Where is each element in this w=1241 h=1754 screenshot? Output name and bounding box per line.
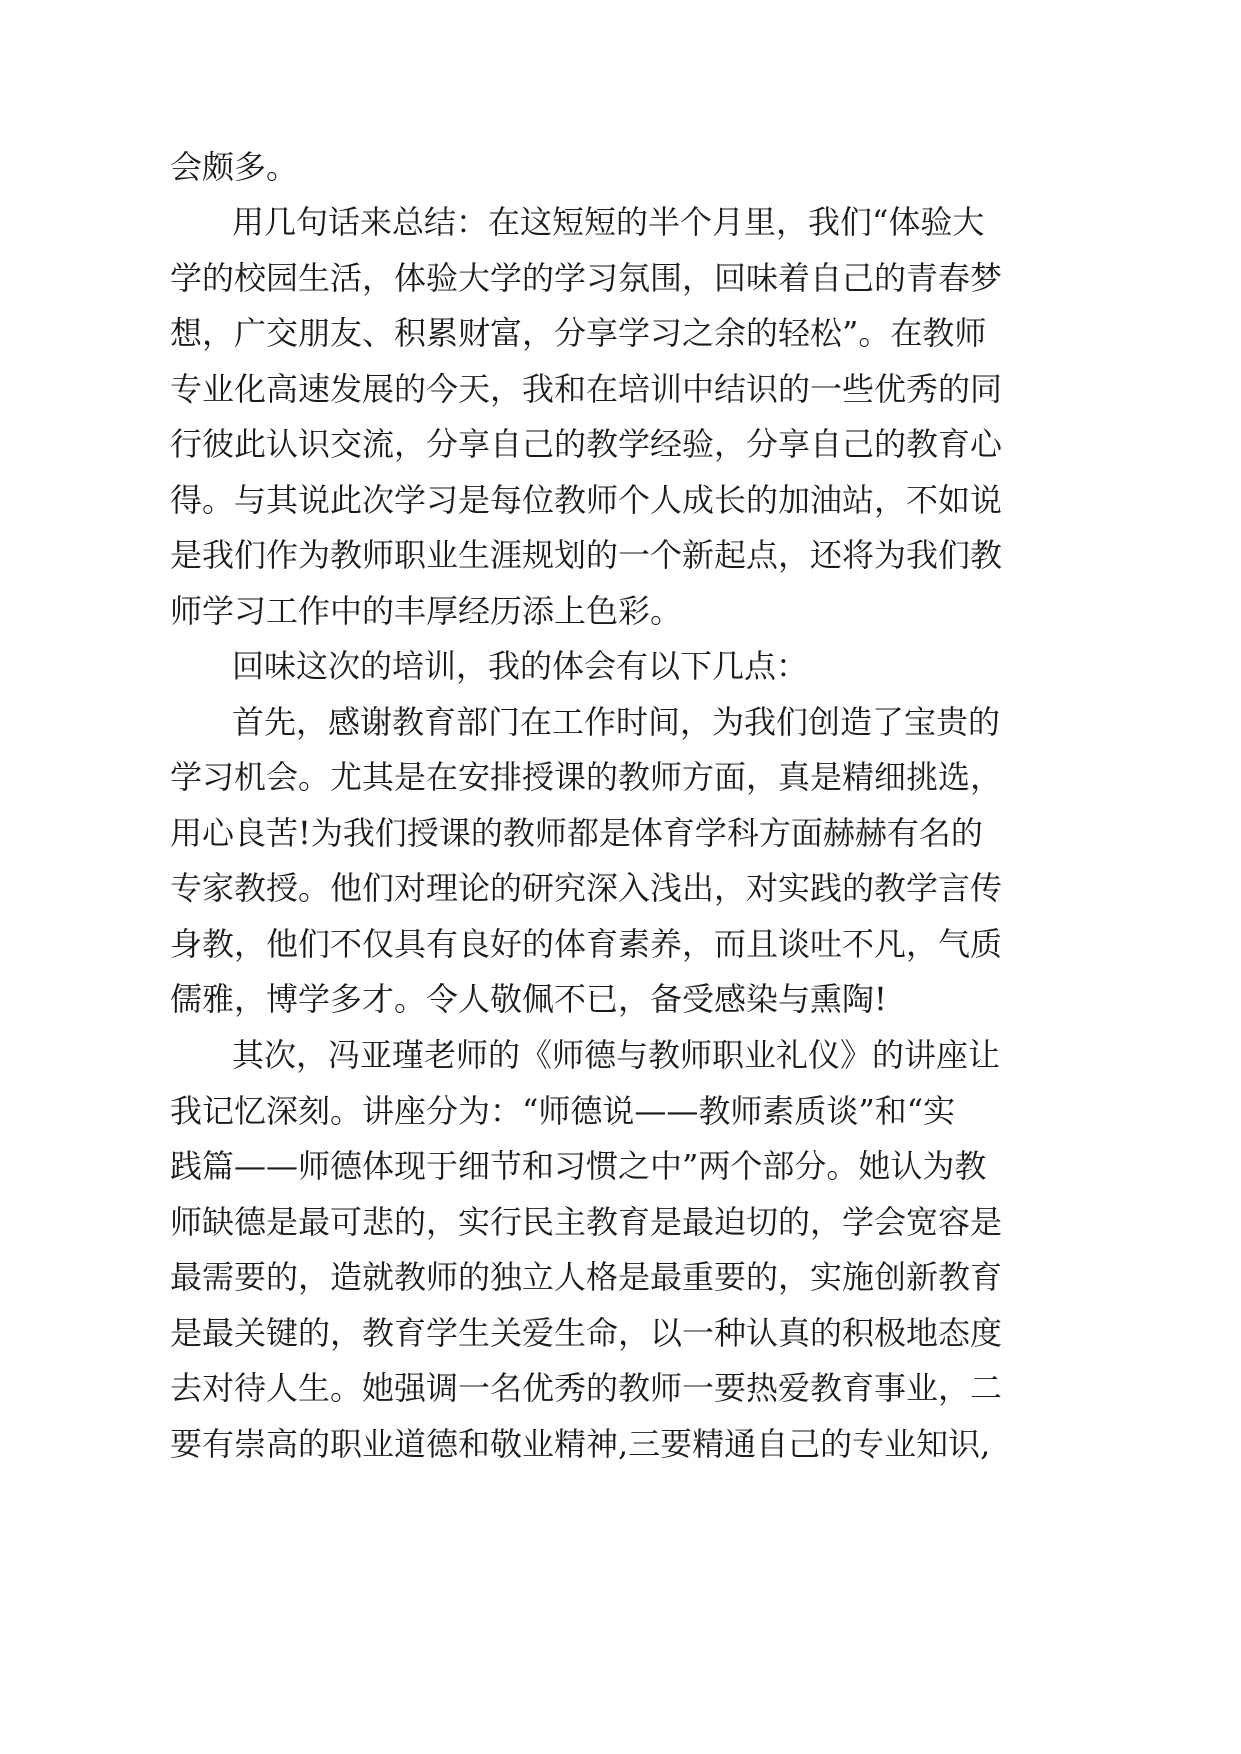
text-line-content: 其次，冯亚瑾老师的《师德与教师职业礼仪》的讲座让 [232, 1036, 1001, 1074]
text-line [0, 1136, 1241, 1196]
paragraph-first-line [0, 636, 1241, 696]
text-line [0, 858, 1241, 918]
text-line [0, 525, 1241, 585]
text-line [0, 414, 1241, 474]
text-line-content: 专家教授。他们对理论的研究深入浅出，对实践的教学言传 [170, 869, 1003, 907]
text-line [0, 1303, 1241, 1363]
text-line [0, 303, 1241, 363]
text-line-content: 是我们作为教师职业生涯规划的一个新起点，还将为我们教 [170, 536, 1003, 574]
text-line [0, 747, 1241, 807]
text-line-content: 儒雅，博学多才。令人敬佩不已，备受感染与熏陶! [170, 980, 887, 1018]
text-line-content: 师学习工作中的丰厚经历添上色彩。 [170, 592, 683, 630]
text-line-content: 得。与其说此次学习是每位教师个人成长的加油站，不如说 [170, 481, 1003, 519]
paragraph-first-line [0, 692, 1241, 752]
text-line [0, 1414, 1241, 1474]
text-line-content: 回味这次的培训，我的体会有以下几点： [232, 647, 809, 685]
text-line-content: 用心良苦!为我们授课的教师都是体育学科方面赫赫有名的 [170, 814, 983, 852]
text-line-content: 我记忆深刻。讲座分为：“师德说——教师素质谈”和“实 [170, 1092, 956, 1130]
text-line [0, 1358, 1241, 1418]
text-line-content: 想，广交朋友、积累财富，分享学习之余的轻松”。在教师 [170, 314, 987, 352]
text-line-content: 是最关键的，教育学生关爱生命，以一种认真的积极地态度 [170, 1314, 1003, 1352]
text-line [0, 581, 1241, 641]
text-line-content: 践篇——师德体现于细节和习惯之中”两个部分。她认为教 [170, 1147, 987, 1185]
text-line [0, 137, 1241, 197]
text-line [0, 803, 1241, 863]
text-line-content: 用几句话来总结：在这短短的半个月里，我们“体验大 [232, 203, 985, 241]
text-line-content: 学习机会。尤其是在安排授课的教师方面，真是精细挑选， [170, 758, 1003, 796]
text-line-content: 首先，感谢教育部门在工作时间，为我们创造了宝贵的 [232, 703, 1001, 741]
text-line-content: 身教，他们不仅具有良好的体育素养，而且谈吐不凡，气质 [170, 925, 1003, 963]
text-line [0, 1192, 1241, 1252]
paragraph-first-line [0, 192, 1241, 252]
text-line [0, 1247, 1241, 1307]
text-line-content: 要有崇高的职业道德和敬业精神,三要精通自己的专业知识, [170, 1425, 991, 1463]
text-line [0, 1081, 1241, 1141]
text-line-content: 行彼此认识交流，分享自己的教学经验，分享自己的教育心 [170, 425, 1003, 463]
paragraph-first-line [0, 1025, 1241, 1085]
text-line [0, 248, 1241, 308]
text-line-content: 学的校园生活，体验大学的学习氛围，回味着自己的青春梦 [170, 259, 1003, 297]
text-line-content: 专业化高速发展的今天，我和在培训中结识的一些优秀的同 [170, 370, 1003, 408]
text-line [0, 359, 1241, 419]
text-line [0, 914, 1241, 974]
text-line-content: 最需要的，造就教师的独立人格是最重要的，实施创新教育 [170, 1258, 1003, 1296]
text-line [0, 470, 1241, 530]
text-line [0, 969, 1241, 1029]
text-line-content: 会颇多。 [170, 148, 299, 186]
text-line-content: 去对待人生。她强调一名优秀的教师一要热爱教育事业，二 [170, 1369, 1003, 1407]
text-line-content: 师缺德是最可悲的，实行民主教育是最迫切的，学会宽容是 [170, 1203, 1003, 1241]
